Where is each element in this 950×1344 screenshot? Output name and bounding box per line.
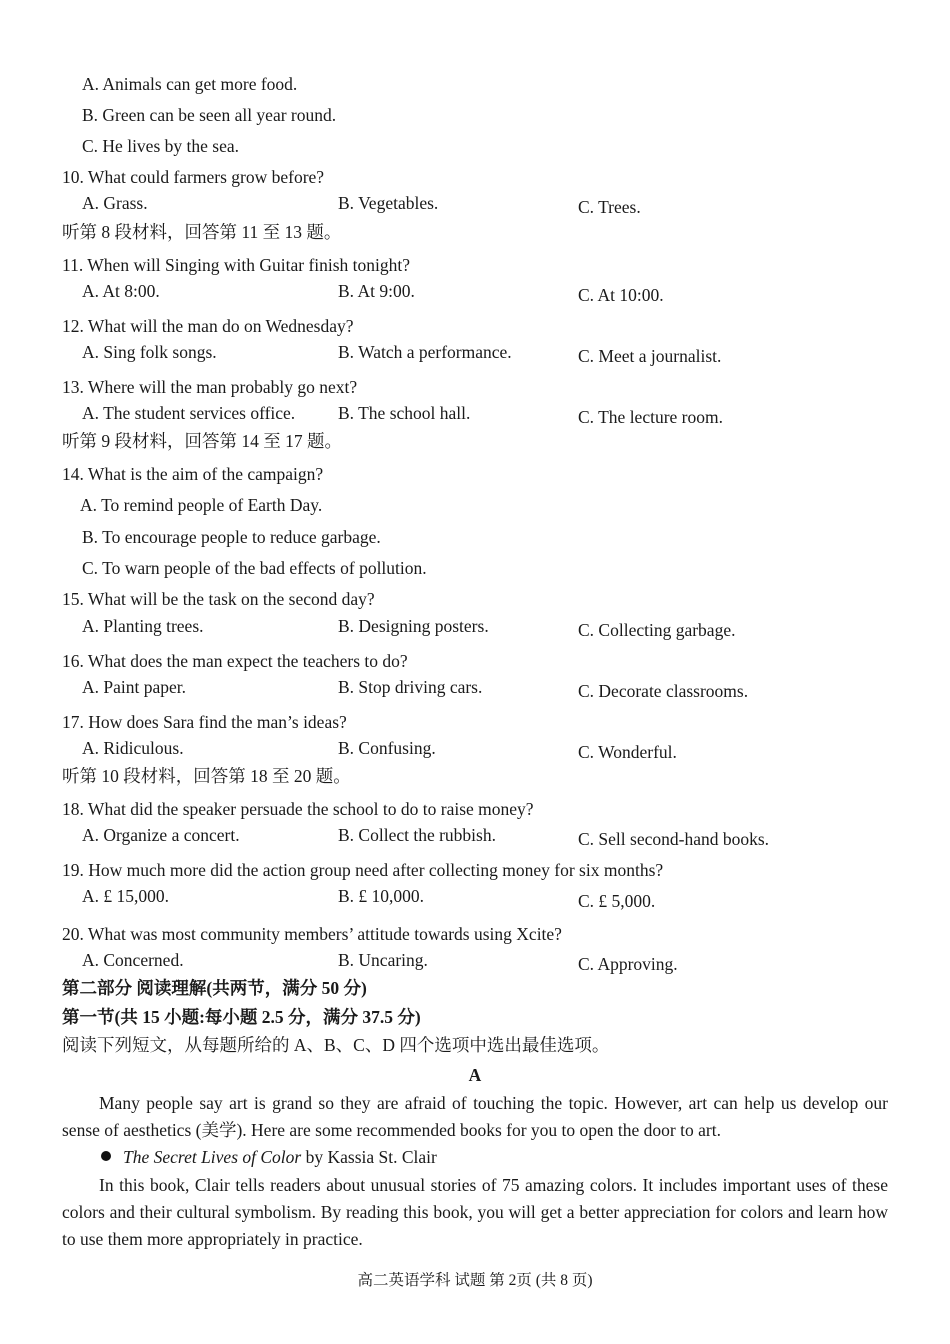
q9-option-c: C. He lives by the sea. [82,136,239,156]
q12-option-b: B. Watch a performance. [338,342,512,362]
q20-option-b: B. Uncaring. [338,950,428,970]
q14-stem: 14. What is the aim of the campaign? [62,464,324,484]
q19-stem: 19. How much more did the action group need after collecting money for six months? [62,860,664,880]
q17-option-c: C. Wonderful. [578,742,677,762]
q19-option-b: B. £ 10,000. [338,886,425,906]
part-2-section-1-heading: 第一节(共 15 小题:每小题 2.5 分，满分 37.5 分) [62,1007,421,1027]
part-2-heading: 第二部分 阅读理解(共两节，满分 50 分) [62,978,367,998]
q9-option-b: B. Green can be seen all year round. [82,105,337,125]
q10-option-b: B. Vegetables. [338,193,439,213]
q13-option-a: A. The student services office. [82,403,296,423]
part-2-instruction: 阅读下列短文，从每题所给的 A、B、C、D 四个选项中选出最佳选项。 [62,1035,610,1055]
q18-stem: 18. What did the speaker persuade the school to do to raise money? [62,799,534,819]
section-10-instruction: 听第 10 段材料，回答第 18 至 20 题。 [62,766,351,786]
q12-stem: 12. What will the man do on Wednesday? [62,316,354,336]
section-8-instruction: 听第 8 段材料，回答第 11 至 13 题。 [62,222,342,242]
q18-option-c: C. Sell second-hand books. [578,829,770,849]
book-1-description: In this book, Clair tells readers about unusual stories of 75 amazing colors. It includes important uses of these colors and their cultural symbolism. By reading this book, you will get a better appreciation for colors and learn how to use them more appropriately in practice. [62,1175,888,1249]
section-9-instruction: 听第 9 段材料，回答第 14 至 17 题。 [62,431,342,451]
q15-option-c: C. Collecting garbage. [578,620,736,640]
q14-option-c: C. To warn people of the bad effects of pollution. [82,558,427,578]
q11-stem: 11. When will Singing with Guitar finish tonight? [62,255,411,275]
q16-stem: 16. What does the man expect the teachers to do? [62,651,408,671]
q9-option-a: A. Animals can get more food. [82,74,298,94]
q15-option-b: B. Designing posters. [338,616,489,636]
q20-stem: 20. What was most community members’ attitude towards using Xcite? [62,924,562,944]
q11-option-b: B. At 9:00. [338,281,415,301]
q17-option-b: B. Confusing. [338,738,436,758]
passage-label: A [468,1065,482,1085]
q13-option-c: C. The lecture room. [578,407,723,427]
q11-option-a: A. At 8:00. [82,281,160,301]
q13-option-b: B. The school hall. [338,403,471,423]
q16-option-a: A. Paint paper. [82,677,187,697]
q12-option-a: A. Sing folk songs. [82,342,217,362]
q16-option-c: C. Decorate classrooms. [578,681,749,701]
q11-option-c: C. At 10:00. [578,285,664,305]
q10-option-a: A. Grass. [82,193,148,213]
q18-option-b: B. Collect the rubbish. [338,825,496,845]
q17-option-a: A. Ridiculous. [82,738,184,758]
q14-option-b: B. To encourage people to reduce garbage. [82,527,381,547]
q15-option-a: A. Planting trees. [82,616,204,636]
bullet-icon [101,1151,111,1161]
q20-option-a: A. Concerned. [82,950,184,970]
q12-option-c: C. Meet a journalist. [578,346,722,366]
q17-stem: 17. How does Sara find the man’s ideas? [62,712,347,732]
passage-intro: Many people say art is grand so they are afraid of touching the topic. However, art can help us develop our sense of aesthetics (美学). Here are some recommended books for you to open the door to art. [62,1093,888,1140]
q14-option-a: A. To remind people of Earth Day. [80,495,323,515]
q10-option-c: C. Trees. [578,197,641,217]
q19-option-c: C. £ 5,000. [578,891,656,911]
q10-stem: 10. What could farmers grow before? [62,167,325,187]
book-1-title: The Secret Lives of Color [123,1147,302,1167]
q18-option-a: A. Organize a concert. [82,825,240,845]
q19-option-a: A. £ 15,000. [82,886,170,906]
q13-stem: 13. Where will the man probably go next? [62,377,358,397]
page-footer: 高二英语学科 试题 第 2页 (共 8 页) [357,1272,593,1289]
book-1-author: by Kassia St. Clair [301,1147,437,1167]
book-1-line [101,1149,437,1167]
q20-option-c: C. Approving. [578,954,678,974]
q16-option-b: B. Stop driving cars. [338,677,483,697]
q15-stem: 15. What will be the task on the second day? [62,589,375,609]
